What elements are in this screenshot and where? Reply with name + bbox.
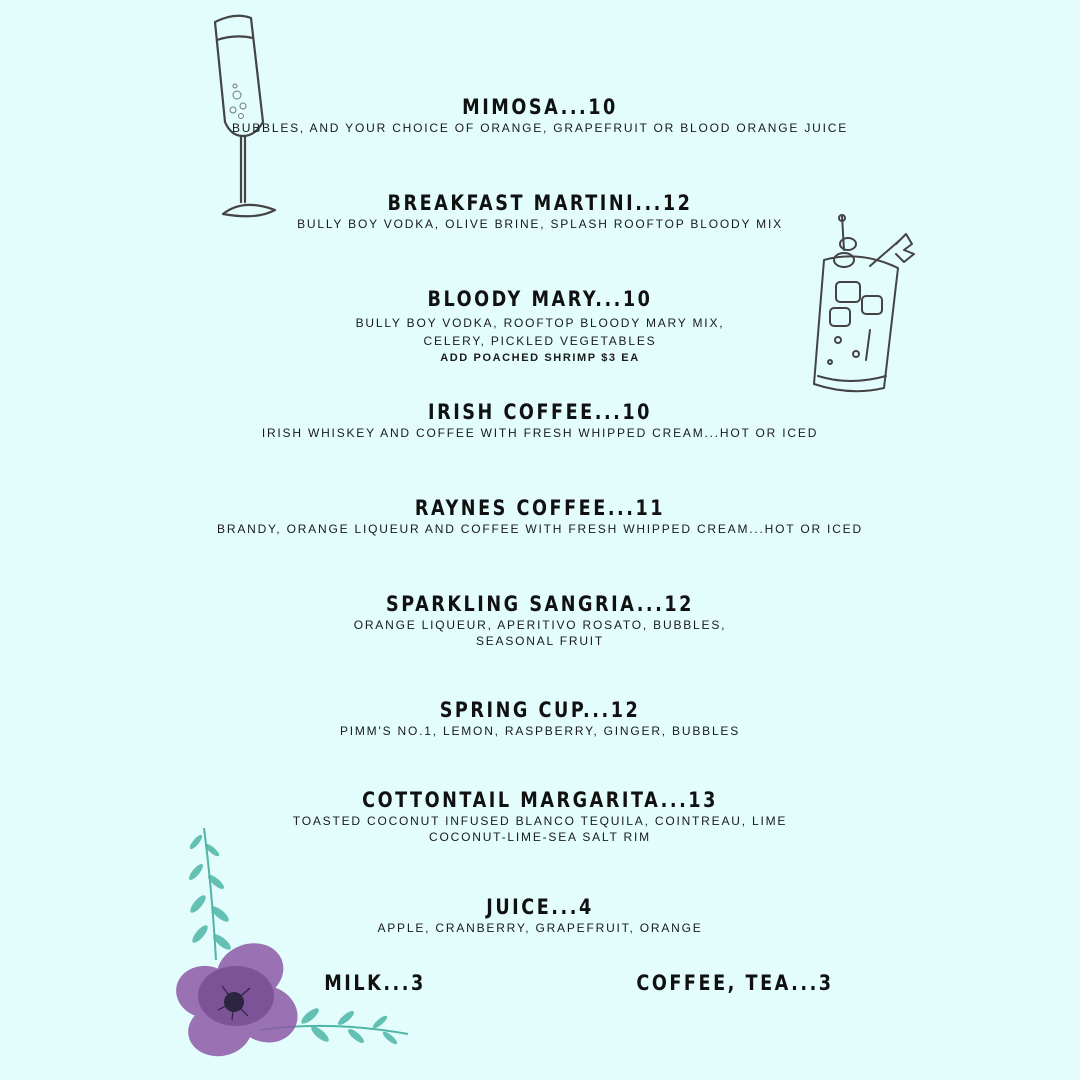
item-description: IRISH WHISKEY AND COFFEE WITH FRESH WHIPPED CREAM...HOT OR ICED	[261, 426, 819, 440]
item-description: CELERY, PICKLED VEGETABLES	[423, 334, 657, 348]
item-name: MILK...3	[324, 971, 426, 995]
menu-item-milk	[275, 970, 475, 996]
menu-item-raynes-coffee	[0, 495, 1080, 537]
item-name: BLOODY MARY...10	[427, 287, 653, 311]
item-description: BUBBLES, AND YOUR CHOICE OF ORANGE, GRAPEFRUIT OR BLOOD ORANGE JUICE	[231, 121, 849, 135]
item-name: SPRING CUP...12	[439, 698, 641, 722]
menu-item-coffee-tea	[615, 970, 855, 996]
item-description: BRANDY, ORANGE LIQUEUR AND COFFEE WITH FRESH WHIPPED CREAM...HOT OR ICED	[217, 522, 863, 536]
item-description: APPLE, CRANBERRY, GRAPEFRUIT, ORANGE	[377, 921, 703, 935]
menu-item-bloody-mary	[0, 286, 1080, 367]
item-name: IRISH COFFEE...10	[428, 400, 652, 424]
item-name: MIMOSA...10	[462, 95, 618, 119]
item-name: JUICE...4	[486, 895, 594, 919]
menu-item-mimosa	[0, 94, 1080, 136]
item-name: SPARKLING SANGRIA...12	[386, 592, 694, 616]
item-description: SEASONAL FRUIT	[475, 634, 605, 648]
menu-item-juice	[0, 894, 1080, 936]
item-name: BREAKFAST MARTINI...12	[387, 191, 693, 215]
item-name: RAYNES COFFEE...11	[414, 496, 666, 520]
item-description: ORANGE LIQUEUR, APERITIVO ROSATO, BUBBLES,	[353, 618, 727, 632]
menu-item-cottontail-margarita	[0, 787, 1080, 845]
menu-item-irish-coffee	[0, 399, 1080, 441]
item-description: PIMM'S NO.1, LEMON, RASPBERRY, GINGER, BUBBLES	[339, 724, 741, 738]
floral-decoration	[170, 820, 415, 1070]
item-description: COCONUT-LIME-SEA SALT RIM	[429, 830, 651, 844]
item-name: COTTONTAIL MARGARITA...13	[362, 788, 718, 812]
menu-item-spring-cup	[0, 697, 1080, 739]
item-description: BULLY BOY VODKA, OLIVE BRINE, SPLASH ROOFTOP BLOODY MIX	[297, 217, 783, 231]
menu-item-breakfast-martini	[0, 190, 1080, 232]
item-name: COFFEE, TEA...3	[636, 971, 834, 995]
item-description: TOASTED COCONUT INFUSED BLANCO TEQUILA, COINTREAU, LIME	[292, 814, 788, 828]
item-addon: ADD POACHED SHRIMP $3 EA	[440, 352, 640, 364]
menu-item-sparkling-sangria	[0, 591, 1080, 649]
item-description: BULLY BOY VODKA, ROOFTOP BLOODY MARY MIX,	[355, 316, 725, 330]
